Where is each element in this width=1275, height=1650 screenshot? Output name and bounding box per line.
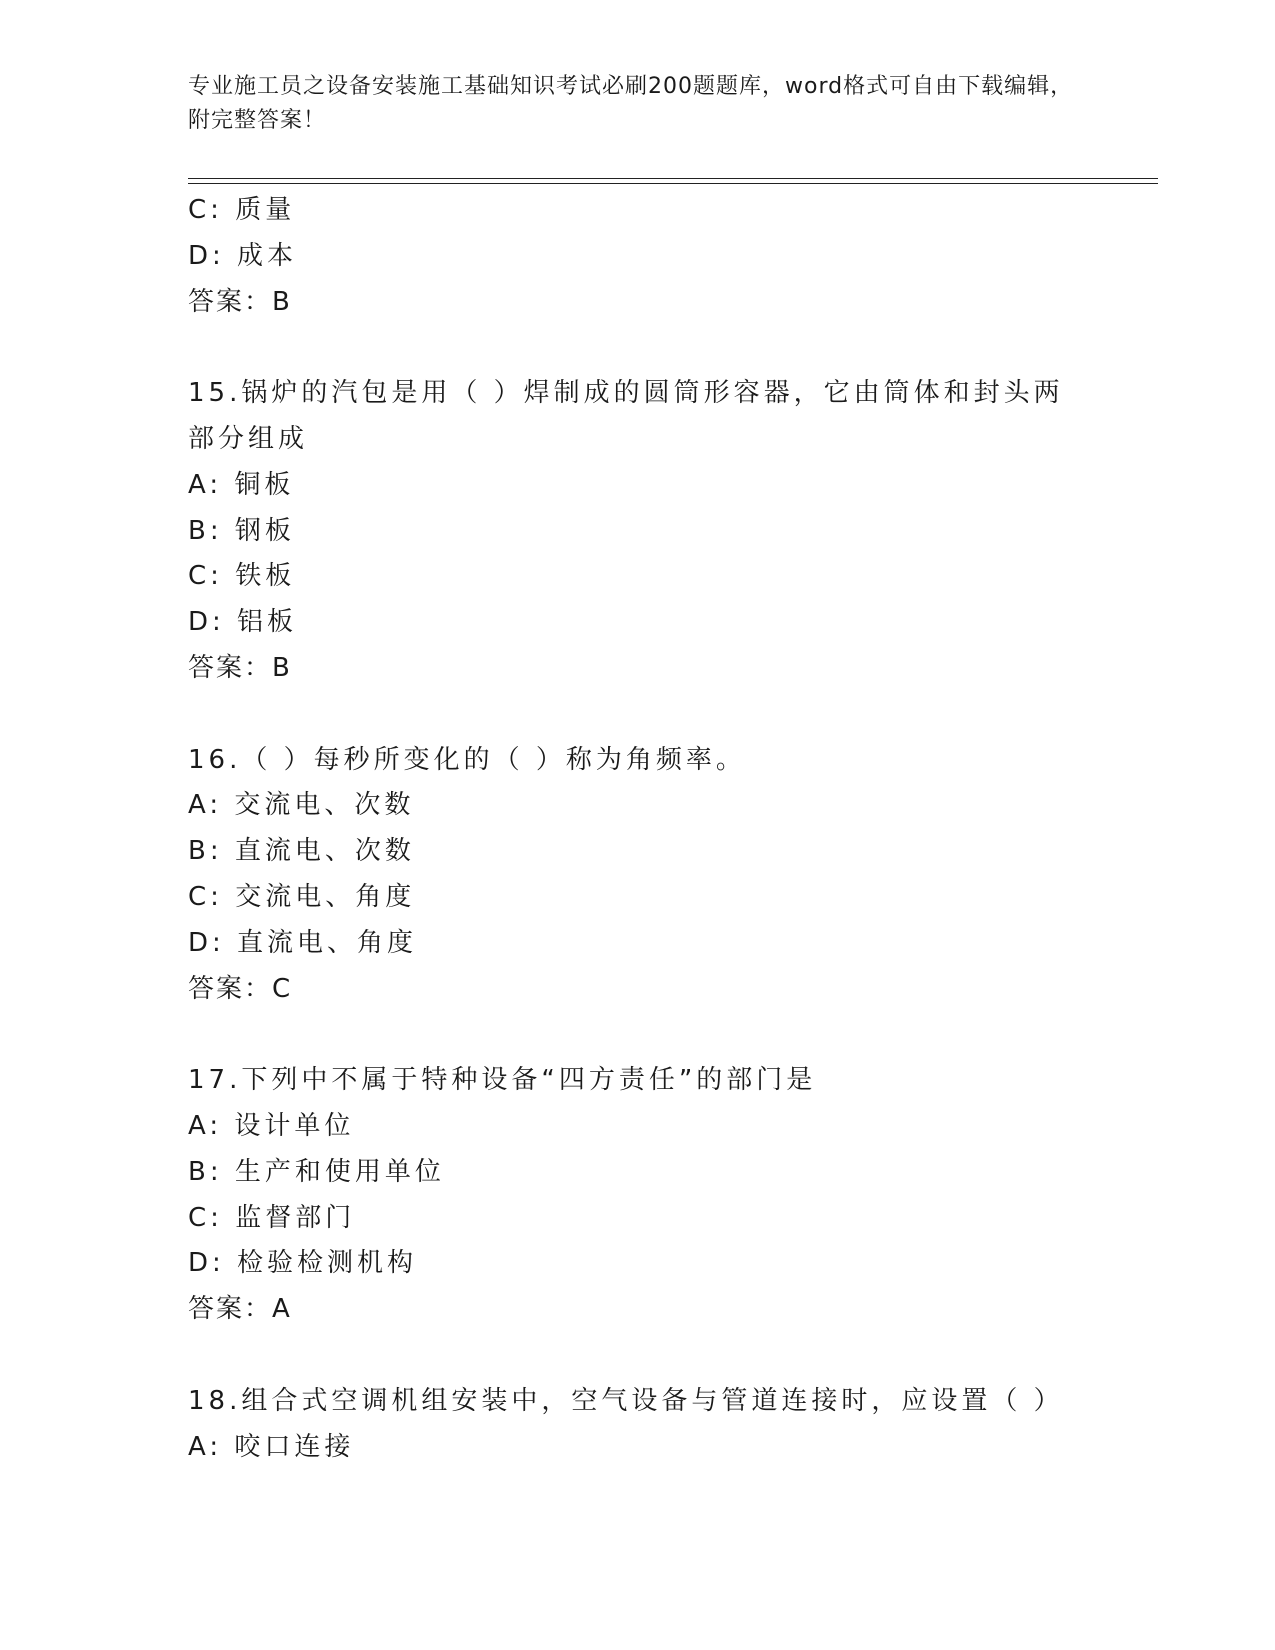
option-letter: C:: [188, 561, 223, 592]
option-b: [188, 1150, 1088, 1196]
option-c: [188, 875, 1088, 921]
option-letter: B:: [188, 515, 223, 546]
option-letter: D:: [188, 240, 225, 271]
question-15: [188, 371, 1088, 692]
option-letter: D:: [188, 927, 225, 958]
question-content: [188, 188, 1088, 1470]
option-text: 交流电、次数: [234, 790, 415, 821]
option-text: 成本: [237, 240, 298, 271]
document-header: 专业施工员之设备安装施工基础知识考试必刷200题题库，word格式可自由下载编辑，附完整答案！: [188, 74, 1074, 133]
header-divider-top: [188, 178, 1158, 179]
question-stem: 17.下列中不属于特种设备“四方责任”的部门是: [188, 1065, 817, 1096]
option-c: [188, 1196, 1088, 1242]
option-a: [188, 463, 1088, 509]
option-a: [188, 1425, 1088, 1471]
option-letter: A:: [188, 1431, 223, 1462]
option-text: 咬口连接: [234, 1431, 355, 1462]
question-stem: 16.（ ）每秒所变化的（ ）称为角频率。: [188, 744, 746, 775]
answer-line: 答案：C: [188, 973, 293, 1004]
option-letter: B:: [188, 1156, 223, 1187]
question-stem: 18.组合式空调机组安装中，空气设备与管道连接时，应设置（ ）: [188, 1385, 1064, 1416]
option-text: 生产和使用单位: [234, 1156, 445, 1187]
option-text: 检验检测机构: [237, 1248, 418, 1279]
option-letter: D:: [188, 1248, 225, 1279]
option-letter: C:: [188, 1202, 223, 1233]
option-letter: B:: [188, 836, 223, 867]
option-a: [188, 1104, 1088, 1150]
option-text: 直流电、次数: [234, 836, 415, 867]
option-d: [188, 600, 1088, 646]
option-text: 质量: [235, 195, 296, 225]
option-d: [188, 234, 1088, 280]
question-stem: 15.锅炉的汽包是用（ ）焊制成的圆筒形容器，它由筒体和封头两部分组成: [188, 378, 1064, 454]
option-letter: C:: [188, 195, 223, 225]
answer-line: 答案：B: [188, 286, 292, 317]
option-letter: D:: [188, 607, 225, 638]
option-text: 铁板: [235, 561, 296, 592]
question-18: [188, 1379, 1088, 1471]
question-17: [188, 1058, 1088, 1333]
option-letter: A:: [188, 469, 223, 500]
option-text: 铝板: [237, 607, 298, 638]
answer-line: 答案：A: [188, 1294, 292, 1325]
option-text: 直流电、角度: [237, 927, 418, 958]
option-letter: A:: [188, 790, 223, 821]
option-c: [188, 188, 1088, 234]
continued-question: [188, 188, 1088, 325]
header-divider-bottom: [188, 183, 1158, 184]
option-text: 钢板: [234, 515, 295, 546]
option-text: 交流电、角度: [235, 881, 416, 912]
option-b: [188, 509, 1088, 555]
option-d: [188, 921, 1088, 967]
question-16: [188, 738, 1088, 1013]
option-c: [188, 554, 1088, 600]
option-text: 设计单位: [234, 1110, 355, 1141]
option-b: [188, 829, 1088, 875]
option-a: [188, 783, 1088, 829]
option-letter: A:: [188, 1110, 223, 1141]
option-text: 铜板: [234, 469, 295, 500]
option-text: 监督部门: [235, 1202, 356, 1233]
option-letter: C:: [188, 881, 223, 912]
option-d: [188, 1241, 1088, 1287]
answer-line: 答案：B: [188, 652, 292, 683]
